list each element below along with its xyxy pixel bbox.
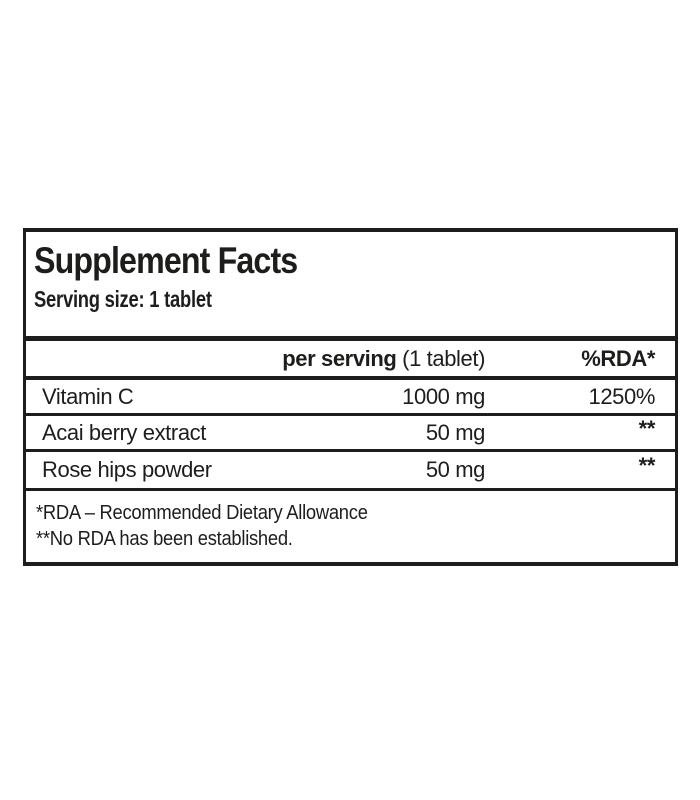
no-rda-asterisks: ** xyxy=(638,453,655,478)
ingredient-amount: 50 mg xyxy=(425,419,485,445)
label-header xyxy=(26,232,675,336)
serving-size: Serving size: 1 tablet xyxy=(34,286,212,312)
table-row xyxy=(26,380,675,416)
ingredient-rda xyxy=(485,415,655,446)
supplement-facts-label xyxy=(23,228,678,566)
label-title: Supplement Facts xyxy=(34,240,298,281)
ingredient-amount: 50 mg xyxy=(425,457,485,482)
ingredient-amount: 1000 mg xyxy=(402,383,485,409)
amount-header-regular-part: (1 tablet) xyxy=(396,345,485,371)
rda-column-header: %RDA* xyxy=(581,345,655,371)
ingredient-name: Acai berry extract xyxy=(42,419,206,445)
amount-header-bold-part: per serving xyxy=(282,345,397,371)
ingredient-name: Rose hips powder xyxy=(42,457,212,482)
footnote: *RDA – Recommended Dietary Allowance xyxy=(36,502,368,524)
amount-column-header xyxy=(245,346,485,372)
ingredient-name: Vitamin C xyxy=(42,383,134,409)
table-row xyxy=(26,452,675,491)
footnote: **No RDA has been established. xyxy=(36,528,293,550)
column-header-row xyxy=(26,341,675,380)
ingredient-rda xyxy=(485,453,655,483)
table-row xyxy=(26,416,675,452)
footnotes-section xyxy=(26,491,675,562)
no-rda-asterisks: ** xyxy=(638,415,655,441)
ingredient-rda: 1250% xyxy=(588,383,655,409)
